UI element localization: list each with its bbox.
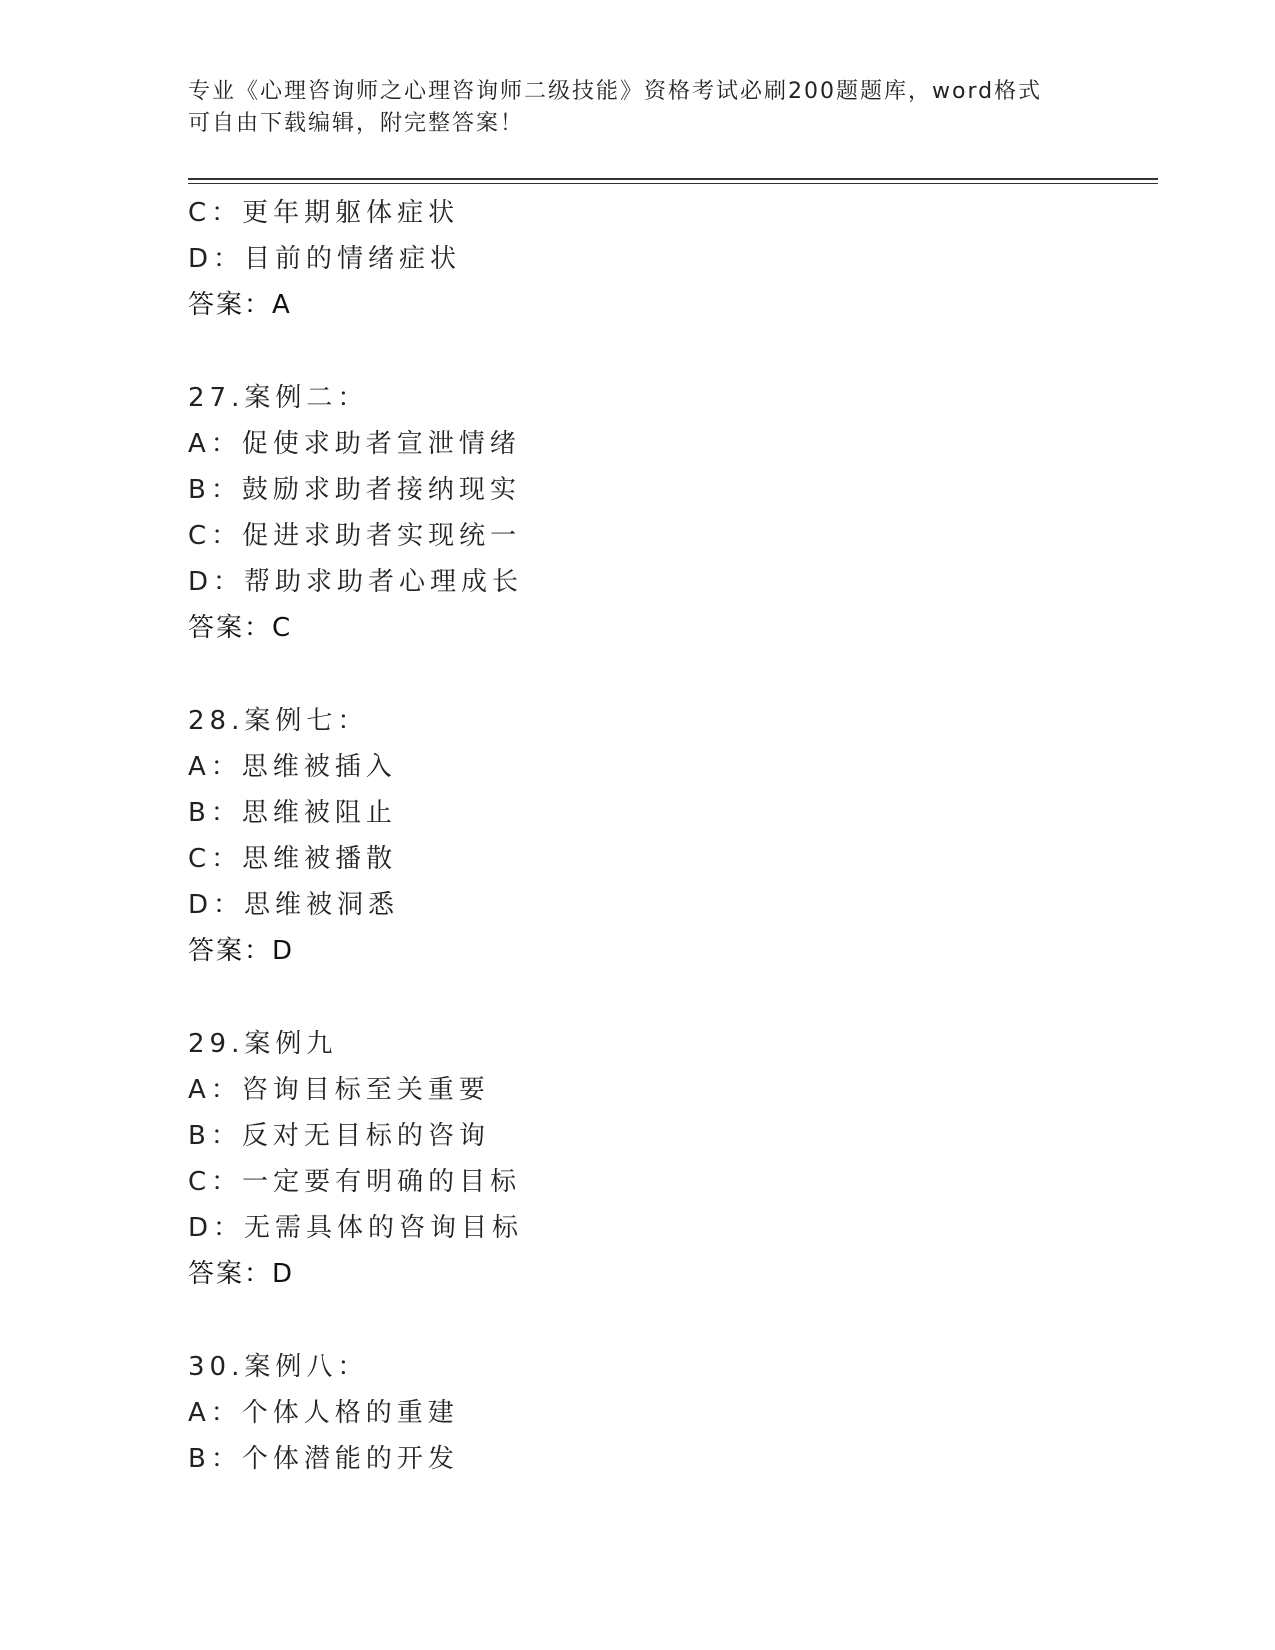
option-b: B：反对无目标的咨询 <box>188 1121 490 1151</box>
option-d: D：思维被洞悉 <box>188 890 400 920</box>
option-a: A：个体人格的重建 <box>188 1398 459 1428</box>
spacer <box>188 328 1148 375</box>
header-rule-thin <box>188 183 1158 184</box>
header-line-1: 专业《心理咨询师之心理咨询师二级技能》资格考试必刷200题题库，word格式 <box>188 79 1043 104</box>
option-b: B：鼓励求助者接纳现实 <box>188 475 521 505</box>
question-30 <box>188 1344 1148 1482</box>
option-c: C：思维被播散 <box>188 844 398 874</box>
option-a: A：促使求助者宣泄情绪 <box>188 429 521 459</box>
option-d: D：无需具体的咨询目标 <box>188 1213 524 1243</box>
answer-line: 答案：A <box>188 290 292 320</box>
question-title: 27.案例二： <box>188 383 369 413</box>
option-a: A：思维被插入 <box>188 752 397 782</box>
option-d: D：帮助求助者心理成长 <box>188 567 524 597</box>
document-header <box>188 76 1088 140</box>
answer-line: 答案：D <box>188 936 295 966</box>
question-title: 30.案例八： <box>188 1352 369 1382</box>
option-c: C：一定要有明确的目标 <box>188 1167 522 1197</box>
answer-line: 答案：C <box>188 613 293 643</box>
header-rule-thick <box>188 178 1158 180</box>
question-title: 28.案例七： <box>188 706 369 736</box>
question-29 <box>188 1021 1148 1297</box>
question-list <box>188 190 1148 1482</box>
spacer <box>188 651 1148 698</box>
answer-line: 答案：D <box>188 1259 295 1289</box>
option-b: B：思维被阻止 <box>188 798 397 828</box>
spacer <box>188 1297 1148 1344</box>
spacer <box>188 974 1148 1021</box>
option-d: D：目前的情绪症状 <box>188 244 462 274</box>
option-c: C：更年期躯体症状 <box>188 198 460 228</box>
question-title: 29.案例九 <box>188 1029 338 1059</box>
question-27 <box>188 375 1148 651</box>
option-c: C：促进求助者实现统一 <box>188 521 522 551</box>
question-28 <box>188 698 1148 974</box>
header-line-2: 可自由下载编辑，附完整答案！ <box>188 111 525 136</box>
question-26-continuation <box>188 190 1148 328</box>
option-a: A：咨询目标至关重要 <box>188 1075 490 1105</box>
option-b: B：个体潜能的开发 <box>188 1444 459 1474</box>
